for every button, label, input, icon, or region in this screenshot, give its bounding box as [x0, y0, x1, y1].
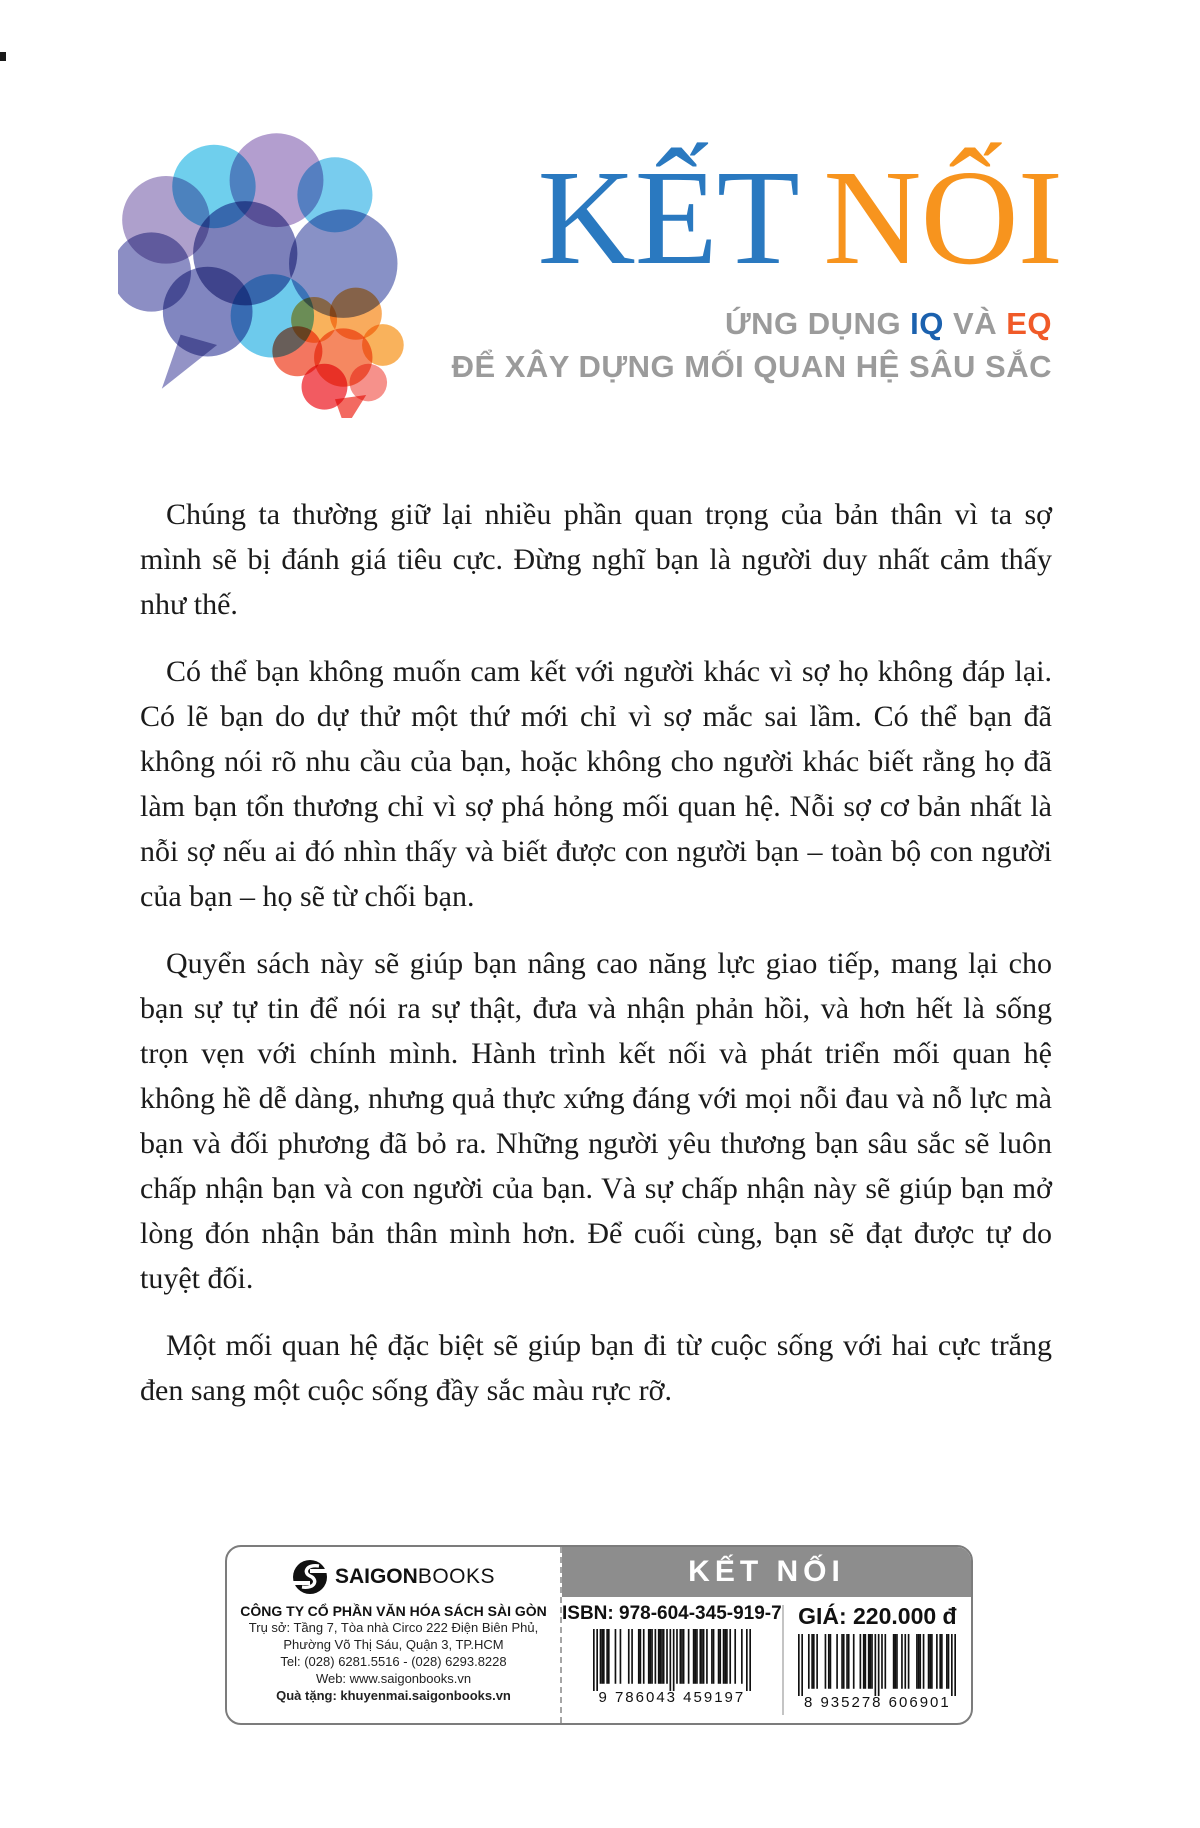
price-barcode — [798, 1634, 956, 1696]
title-noi: NỐI — [823, 143, 1062, 293]
saigonbooks-icon — [292, 1559, 328, 1595]
isbn-text: ISBN: 978-604-345-919-7 — [562, 1603, 782, 1624]
subtitle-line-1 — [452, 302, 1052, 345]
publisher-wordmark — [335, 1565, 495, 1589]
price-column — [784, 1597, 971, 1723]
back-cover-blurb — [140, 492, 1052, 1435]
subtitle-line-2: ĐỂ XÂY DỰNG MỐI QUAN HỆ SÂU SẮC — [451, 349, 1052, 384]
publisher-price-label — [225, 1545, 973, 1725]
publisher-info — [227, 1547, 560, 1723]
blurb-paragraph-4: Một mối quan hệ đặc biệt sẽ giúp bạn đi từ cuộc sống với hai cực trắng đen sang một cuộc sống đầy sắc màu rực rỡ. — [140, 1329, 1052, 1407]
blurb-paragraph-2: Có thể bạn không muốn cam kết với người khác vì sợ họ không đáp lại. Có lẽ bạn do dự thử một thứ mới chỉ vì sợ mắc sai lầm. Có thể bạn đã không nói rõ nhu cầu của bạn, hoặc không cho người khác biết rằng họ đã làm bạn tổn thương chỉ vì sợ phá hỏng mối quan hệ. Nỗi sợ cơ bản nhất là nỗi sợ nếu ai đó nhìn thấy và biết được con người bạn – toàn bộ con người của bạn – họ sẽ từ chối bạn. — [140, 655, 1052, 913]
price-barcode-number: 8 935278 606901 — [803, 1694, 951, 1711]
blurb-paragraph-1: Chúng ta thường giữ lại nhiều phần quan trọng của bản thân vì ta sợ mình sẽ bị đánh giá tiêu cực. Đừng nghĩ bạn là người duy nhất cảm thấy như thế. — [140, 498, 1052, 621]
subtitle-eq: EQ — [1006, 306, 1052, 341]
publisher-tel: Tel: (028) 6281.5516 - (028) 6293.8228 — [280, 1654, 507, 1669]
publisher-web: Web: www.saigonbooks.vn — [315, 1671, 472, 1686]
book-subtitle — [452, 302, 1052, 388]
isbn-barcode-number: 9 786043 459197 — [598, 1689, 746, 1706]
publisher-address-1: Trụ sở: Tầng 7, Tòa nhà Circo 222 Điện Biên Phủ, — [248, 1620, 539, 1635]
subtitle-iq: IQ — [910, 306, 944, 341]
isbn-column — [562, 1597, 782, 1723]
isbn-barcode — [593, 1629, 751, 1691]
blurb-paragraph-3: Quyển sách này sẽ giúp bạn nâng cao năng lực giao tiếp, mang lại cho bạn sự tự tin để nói ra sự thật, đưa và nhận phản hồi, và hơn hết là sống trọn vẹn với chính mình. Hành trình kết nối và phát triển mối quan hệ không hề dễ dàng, nhưng quả thực xứng đáng với mọi nỗi đau và nỗ lực mà bạn và đối phương đã bỏ ra. Những người yêu thương bạn sâu sắc sẽ luôn chấp nhận bạn và con người của bạn. Và sự chấp nhận này sẽ giúp bạn mở lòng đón nhận bản thân mình hơn. Để cuối cùng, bạn sẽ đạt được tự do tuyệt đối. — [140, 947, 1052, 1295]
brain-speech-bubbles-logo — [118, 126, 410, 418]
wordmark-saigon: SAIGON — [334, 1565, 418, 1588]
publisher-address-2: Phường Võ Thị Sáu, Quận 3, TP.HCM — [283, 1637, 504, 1652]
publisher-company-name: CÔNG TY CỔ PHẦN VĂN HÓA SÁCH SÀI GÒN — [240, 1603, 547, 1619]
title-ket: KẾT — [537, 143, 799, 293]
publisher-logo — [292, 1558, 495, 1596]
book-label-title: KẾT NỐI — [562, 1547, 971, 1597]
price-text: GIÁ: 220.000 đ — [798, 1603, 957, 1629]
publisher-gift: Quà tặng: khuyenmai.saigonbooks.vn — [276, 1688, 511, 1703]
book-label-section — [560, 1547, 971, 1723]
wordmark-books: BOOKS — [417, 1565, 496, 1588]
book-title — [537, 143, 1062, 293]
book-label-body — [562, 1597, 971, 1723]
subtitle-prefix: ỨNG DỤNG — [724, 306, 911, 341]
subtitle-va: VÀ — [943, 306, 1007, 341]
edge-artifact — [0, 52, 6, 61]
